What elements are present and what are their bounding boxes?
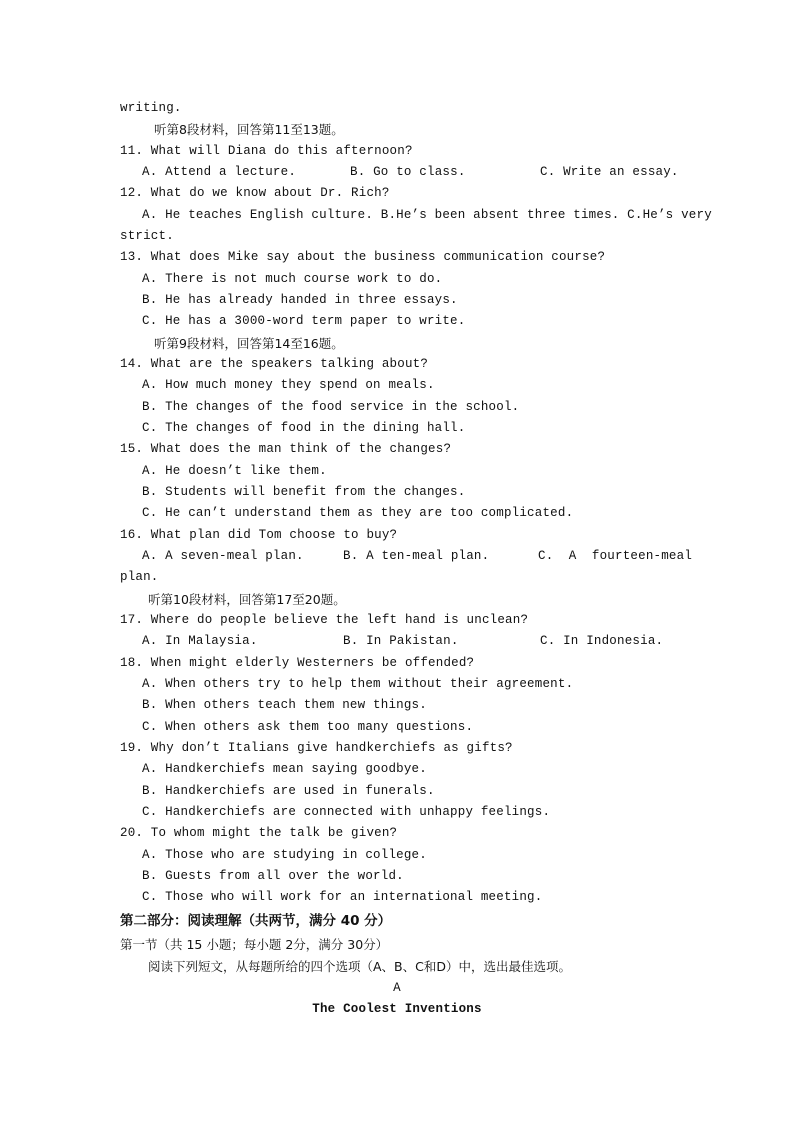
option-15a: A. He doesn’t like them.: [142, 464, 327, 478]
option-19c: C. Handkerchiefs are connected with unhappy feelings.: [142, 805, 551, 819]
option-14c: C. The changes of food in the dining hall.: [142, 421, 466, 435]
question-16: 16. What plan did Tom choose to buy?: [120, 528, 398, 542]
section-instruction: 听第9段材料，回答第14至16题。: [154, 336, 344, 351]
passage-label: A: [393, 981, 401, 995]
option-18b: B. When others teach them new things.: [142, 698, 427, 712]
question-14: 14. What are the speakers talking about?: [120, 357, 429, 371]
text-line: plan.: [120, 570, 159, 584]
question-11: 11. What will Diana do this afternoon?: [120, 144, 413, 158]
option-17b: B. In Pakistan.: [343, 634, 459, 648]
option-20b: B. Guests from all over the world.: [142, 869, 404, 883]
option-14b: B. The changes of the food service in the school.: [142, 400, 520, 414]
option-19b: B. Handkerchiefs are used in funerals.: [142, 784, 435, 798]
option-13a: A. There is not much course work to do.: [142, 272, 443, 286]
passage-title: The Coolest Inventions: [312, 1002, 482, 1016]
option-14a: A. How much money they spend on meals.: [142, 378, 435, 392]
option-19a: A. Handkerchiefs mean saying goodbye.: [142, 762, 427, 776]
text-line: writing.: [120, 101, 182, 115]
options-12: A. He teaches English culture. B.He’s been absent three times. C.He’s very: [142, 208, 712, 222]
part-heading: 第二部分：阅读理解（共两节，满分 40 分）: [120, 913, 392, 929]
option-11b: B. Go to class.: [350, 165, 466, 179]
section-instruction: 听第10段材料，回答第17至20题。: [148, 592, 346, 607]
option-16c: C. A fourteen-meal: [538, 549, 693, 563]
option-16b: B. A ten-meal plan.: [343, 549, 490, 563]
option-17c: C. In Indonesia.: [540, 634, 664, 648]
question-12: 12. What do we know about Dr. Rich?: [120, 186, 390, 200]
text-line: strict.: [120, 229, 174, 243]
option-11a: A. Attend a lecture.: [142, 165, 297, 179]
option-15b: B. Students will benefit from the changes.: [142, 485, 466, 499]
option-20c: C. Those who will work for an international meeting.: [142, 890, 543, 904]
option-13b: B. He has already handed in three essays.: [142, 293, 458, 307]
option-17a: A. In Malaysia.: [142, 634, 258, 648]
option-11c: C. Write an essay.: [540, 165, 679, 179]
section-instruction: 听第8段材料，回答第11至13题。: [154, 122, 344, 137]
question-18: 18. When might elderly Westerners be offended?: [120, 656, 475, 670]
question-17: 17. Where do people believe the left hand is unclean?: [120, 613, 529, 627]
reading-instruction: 阅读下列短文，从每题所给的四个选项（A、B、C和D）中，选出最佳选项。: [148, 959, 571, 974]
question-19: 19. Why don’t Italians give handkerchiefs as gifts?: [120, 741, 513, 755]
question-20: 20. To whom might the talk be given?: [120, 826, 398, 840]
question-15: 15. What does the man think of the changes?: [120, 442, 452, 456]
option-18a: A. When others try to help them without their agreement.: [142, 677, 574, 691]
option-16a: A. A seven-meal plan.: [142, 549, 304, 563]
option-18c: C. When others ask them too many questions.: [142, 720, 474, 734]
option-13c: C. He has a 3000-word term paper to write.: [142, 314, 466, 328]
section-heading: 第一节（共 15 小题；每小题 2分，满分 30分）: [120, 937, 389, 952]
option-15c: C. He can’t understand them as they are too complicated.: [142, 506, 574, 520]
question-13: 13. What does Mike say about the business communication course?: [120, 250, 606, 264]
option-20a: A. Those who are studying in college.: [142, 848, 427, 862]
